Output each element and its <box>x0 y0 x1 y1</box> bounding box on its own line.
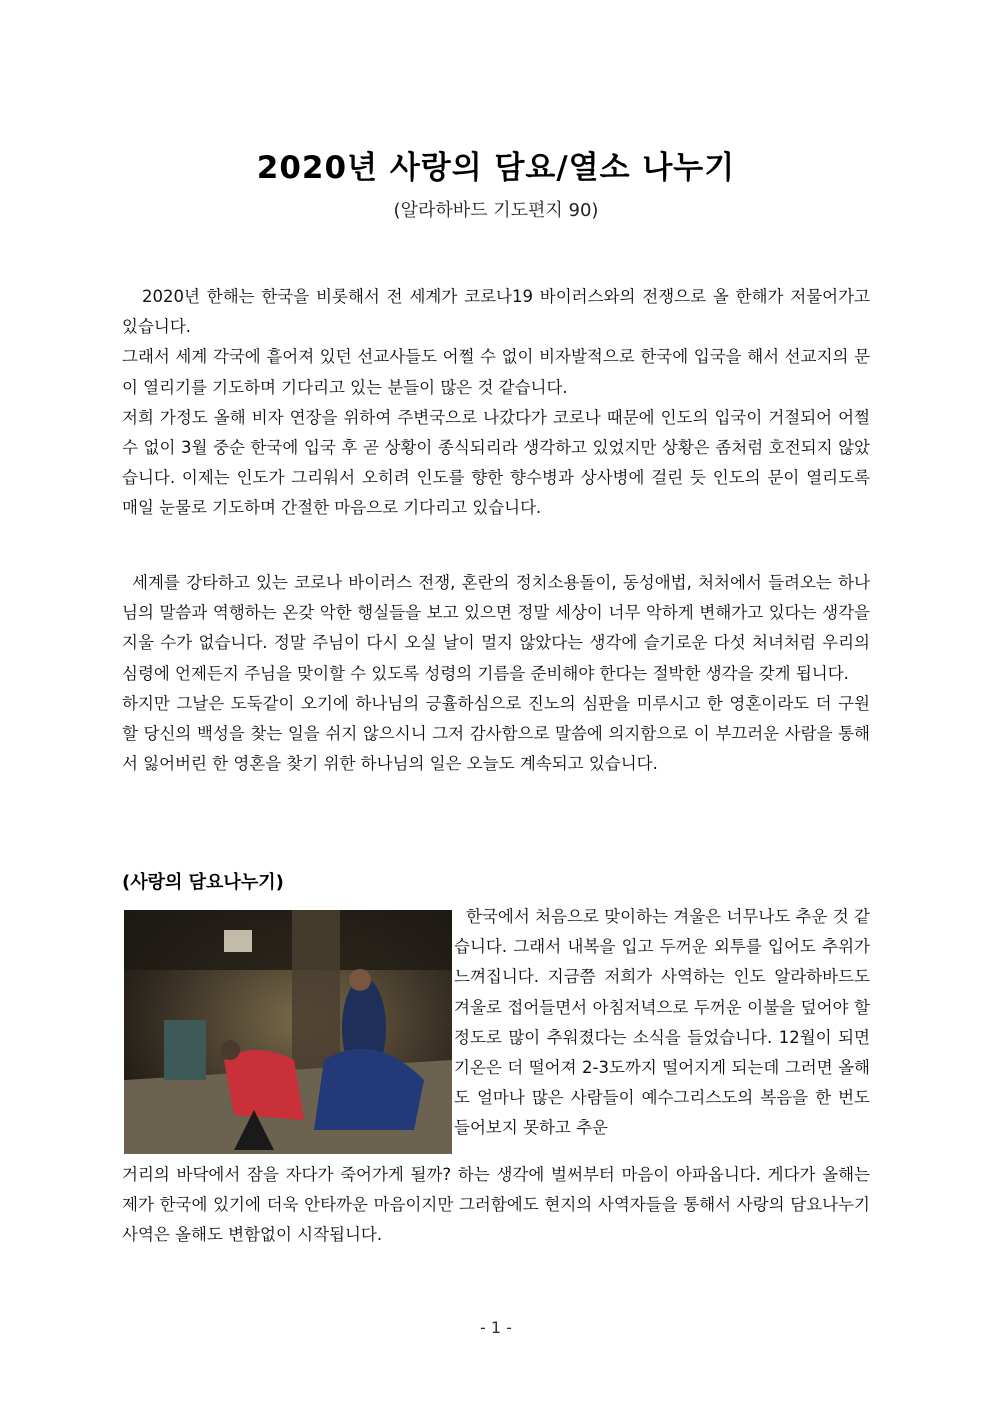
paragraph: 저희 가정도 올해 비자 연장을 위하여 주변국으로 나갔다가 코로나 때문에 인도의 입국이 거절되어 어쩔 수 없이 3월 중순 한국에 입국 후 곧 상황이 종식되리라 생각하고 있었지만 상황은 좀처럼 호전되지 않았습니다. 이제는 인도가 그리워서 오히려 인도를 향한 향수병과 상사병에 걸린 듯 인도의 문이 열리도록 매일 눈물로 기도하며 간절한 마음으로 기다리고 있습니다. <box>122 407 870 518</box>
paragraph: 세계를 강타하고 있는 코로나 바이러스 전쟁, 혼란의 정치소용돌이, 동성애법, 처처에서 들려오는 하나님의 말씀과 역행하는 온갖 악한 행실들을 보고 있으면 정말 세상이 너무 악하게 변해가고 있다는 생각을 지울 수가 없습니다. 정말 주님이 다시 오실 날이 멀지 않았다는 생각에 슬기로운 다섯 처녀처럼 우리의 심령에 언제든지 주님을 맞이할 수 있도록 성령의 기름을 준비해야 한다는 절박한 생각을 갖게 됩니다. <box>122 573 870 683</box>
page-number: - 1 - <box>480 1318 512 1337</box>
paragraph: 하지만 그날은 도둑같이 오기에 하나님의 긍휼하심으로 진노의 심판을 미루시고 한 영혼이라도 더 구원할 당신의 백성을 찾는 일을 쉬지 않으시니 그저 감사함으로 말씀에 의지함으로 이 부끄러운 사람을 통해서 잃어버린 한 영혼을 찾기 위한 하나님의 일은 오늘도 계속되고 있습니다. <box>122 693 870 774</box>
blanket-distribution-photo <box>124 910 452 1154</box>
paragraph: 2020년 한해는 한국을 비롯해서 전 세계가 코로나19 바이러스와의 전쟁으로 올 한해가 저물어가고 있습니다. <box>122 287 870 337</box>
paragraph: 한국에서 처음으로 맞이하는 겨울은 너무나도 추운 것 같습니다. 그래서 내복을 입고 두꺼운 외투를 입어도 추위가 느껴집니다. 지금쯤 저희가 사역하는 인도 알라하바드도 겨울로 접어들면서 아침저녁으로 두꺼운 이불을 덮어야 할 정도로 많이 추워졌다는 소식을 들었습니다. 12월이 되면 기온은 더 떨어져 2-3도까지 떨어지게 되는데 그러면 올해도 얼마나 많은 사람들이 예수그리스도의 복음을 한 번도 들어보지 못하고 추운 <box>454 907 870 1138</box>
intro-section <box>122 282 870 524</box>
page-subtitle: (알라하바드 기도편지 90) <box>393 200 599 221</box>
continued-paragraph <box>122 1160 870 1251</box>
paragraph: 그래서 세계 각국에 흩어져 있던 선교사들도 어쩔 수 없이 비자발적으로 한국에 입국을 해서 선교지의 문이 열리기를 기도하며 기다리고 있는 분들이 많은 것 같습니다. <box>122 347 870 397</box>
wrapped-paragraph <box>454 902 870 1144</box>
section-heading: (사랑의 담요나누기) <box>122 872 284 893</box>
night-street-image <box>124 910 452 1154</box>
page-title: 2020년 사랑의 담요/열소 나누기 <box>256 150 736 186</box>
reflection-section <box>122 568 870 779</box>
paragraph: 거리의 바닥에서 잠을 자다가 죽어가게 될까? 하는 생각에 벌써부터 마음이 아파옵니다. 게다가 올해는 제가 한국에 있기에 더욱 안타까운 마음이지만 그러함에도 현지의 사역자들을 통해서 사랑의 담요나누기 사역은 올해도 변함없이 시작됩니다. <box>122 1165 870 1245</box>
